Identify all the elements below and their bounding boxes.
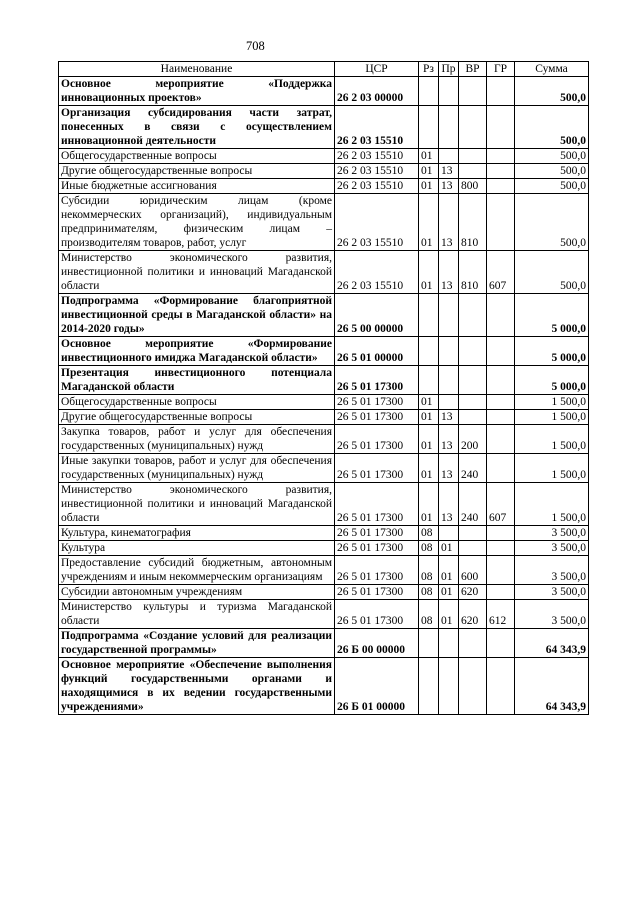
cell-sum: 5 000,0 bbox=[515, 337, 589, 366]
table-row bbox=[59, 251, 589, 294]
cell-csr: 26 2 03 15510 bbox=[335, 251, 419, 294]
cell-gr: 612 bbox=[487, 600, 515, 629]
table-row bbox=[59, 483, 589, 526]
cell-csr: 26 Б 01 00000 bbox=[335, 658, 419, 715]
cell-vr bbox=[459, 526, 487, 541]
cell-csr: 26 5 01 17300 bbox=[335, 483, 419, 526]
table-row bbox=[59, 526, 589, 541]
table-row bbox=[59, 164, 589, 179]
table-row bbox=[59, 194, 589, 251]
cell-gr bbox=[487, 164, 515, 179]
budget-table bbox=[58, 61, 589, 715]
table-row bbox=[59, 629, 589, 658]
table-row bbox=[59, 600, 589, 629]
cell-rz: 01 bbox=[419, 251, 439, 294]
table-row bbox=[59, 106, 589, 149]
cell-pr: 01 bbox=[439, 541, 459, 556]
cell-vr bbox=[459, 658, 487, 715]
cell-csr: 26 2 03 15510 bbox=[335, 106, 419, 149]
cell-sum: 500,0 bbox=[515, 251, 589, 294]
cell-csr: 26 5 01 17300 bbox=[335, 556, 419, 585]
cell-rz: 01 bbox=[419, 454, 439, 483]
cell-vr bbox=[459, 410, 487, 425]
cell-gr bbox=[487, 337, 515, 366]
header-sum: Сумма bbox=[515, 62, 589, 77]
cell-csr: 26 5 01 17300 bbox=[335, 526, 419, 541]
cell-sum: 64 343,9 bbox=[515, 629, 589, 658]
cell-pr: 13 bbox=[439, 483, 459, 526]
cell-vr bbox=[459, 294, 487, 337]
cell-sum: 1 500,0 bbox=[515, 483, 589, 526]
cell-sum: 3 500,0 bbox=[515, 600, 589, 629]
cell-name: Субсидии юридическим лицам (кроме некоммерческих организаций), индивидуальным предпринимателям, физическим лицам – производителям товаров, работ, услуг bbox=[59, 194, 335, 251]
header-name: Наименование bbox=[59, 62, 335, 77]
cell-vr: 620 bbox=[459, 585, 487, 600]
cell-rz: 01 bbox=[419, 164, 439, 179]
cell-rz: 01 bbox=[419, 483, 439, 526]
cell-rz bbox=[419, 106, 439, 149]
cell-sum: 500,0 bbox=[515, 164, 589, 179]
cell-rz: 01 bbox=[419, 179, 439, 194]
header-gr: ГР bbox=[487, 62, 515, 77]
cell-vr bbox=[459, 149, 487, 164]
cell-rz: 08 bbox=[419, 526, 439, 541]
table-row bbox=[59, 337, 589, 366]
cell-csr: 26 5 01 00000 bbox=[335, 337, 419, 366]
table-row bbox=[59, 658, 589, 715]
cell-vr bbox=[459, 106, 487, 149]
cell-pr bbox=[439, 395, 459, 410]
cell-rz bbox=[419, 658, 439, 715]
cell-pr bbox=[439, 77, 459, 106]
header-csr: ЦСР bbox=[335, 62, 419, 77]
cell-csr: 26 5 01 17300 bbox=[335, 585, 419, 600]
cell-name: Другие общегосударственные вопросы bbox=[59, 410, 335, 425]
cell-pr bbox=[439, 149, 459, 164]
cell-vr bbox=[459, 541, 487, 556]
cell-pr: 13 bbox=[439, 194, 459, 251]
cell-name: Культура bbox=[59, 541, 335, 556]
table-row bbox=[59, 366, 589, 395]
cell-pr bbox=[439, 337, 459, 366]
cell-name: Культура, кинематография bbox=[59, 526, 335, 541]
cell-name: Основное мероприятие «Формирование инвестиционного имиджа Магаданской области» bbox=[59, 337, 335, 366]
table-row bbox=[59, 425, 589, 454]
cell-name: Министерство экономического развития, инвестиционной политики и инноваций Магаданской области bbox=[59, 483, 335, 526]
cell-gr bbox=[487, 179, 515, 194]
cell-pr: 13 bbox=[439, 164, 459, 179]
header-pr: Пр bbox=[439, 62, 459, 77]
cell-pr: 13 bbox=[439, 251, 459, 294]
cell-gr bbox=[487, 585, 515, 600]
cell-rz: 08 bbox=[419, 556, 439, 585]
cell-name: Подпрограмма «Создание условий для реализации государственной программы» bbox=[59, 629, 335, 658]
cell-csr: 26 5 01 17300 bbox=[335, 425, 419, 454]
cell-vr: 240 bbox=[459, 454, 487, 483]
header-vr: ВР bbox=[459, 62, 487, 77]
cell-name: Основное мероприятие «Обеспечение выполнения функций государственными органами и находящимися в их ведении государственными учреждениями» bbox=[59, 658, 335, 715]
cell-rz: 01 bbox=[419, 395, 439, 410]
cell-vr bbox=[459, 629, 487, 658]
table-header-row bbox=[59, 62, 589, 77]
cell-gr bbox=[487, 454, 515, 483]
cell-gr bbox=[487, 410, 515, 425]
cell-sum: 1 500,0 bbox=[515, 395, 589, 410]
table-row bbox=[59, 149, 589, 164]
cell-name: Общегосударственные вопросы bbox=[59, 149, 335, 164]
cell-name: Закупка товаров, работ и услуг для обеспечения государственных (муниципальных) нужд bbox=[59, 425, 335, 454]
cell-rz bbox=[419, 77, 439, 106]
cell-vr bbox=[459, 366, 487, 395]
cell-name: Министерство культуры и туризма Магаданской области bbox=[59, 600, 335, 629]
cell-csr: 26 5 01 17300 bbox=[335, 410, 419, 425]
cell-gr: 607 bbox=[487, 251, 515, 294]
cell-gr bbox=[487, 541, 515, 556]
cell-csr: 26 5 01 17300 bbox=[335, 541, 419, 556]
cell-rz: 01 bbox=[419, 425, 439, 454]
cell-csr: 26 2 03 15510 bbox=[335, 179, 419, 194]
cell-gr bbox=[487, 395, 515, 410]
cell-name: Другие общегосударственные вопросы bbox=[59, 164, 335, 179]
cell-name: Организация субсидирования части затрат, понесенных в связи с осуществлением инновационной деятельности bbox=[59, 106, 335, 149]
cell-sum: 500,0 bbox=[515, 149, 589, 164]
cell-rz bbox=[419, 294, 439, 337]
cell-gr bbox=[487, 658, 515, 715]
cell-rz: 08 bbox=[419, 585, 439, 600]
table-row bbox=[59, 179, 589, 194]
cell-vr: 800 bbox=[459, 179, 487, 194]
table-row bbox=[59, 77, 589, 106]
cell-pr bbox=[439, 629, 459, 658]
cell-sum: 3 500,0 bbox=[515, 526, 589, 541]
cell-pr bbox=[439, 366, 459, 395]
cell-rz bbox=[419, 337, 439, 366]
cell-sum: 3 500,0 bbox=[515, 541, 589, 556]
cell-vr: 240 bbox=[459, 483, 487, 526]
cell-gr bbox=[487, 425, 515, 454]
cell-vr bbox=[459, 164, 487, 179]
cell-sum: 1 500,0 bbox=[515, 425, 589, 454]
cell-gr bbox=[487, 77, 515, 106]
cell-pr: 13 bbox=[439, 410, 459, 425]
cell-name: Иные закупки товаров, работ и услуг для обеспечения государственных (муниципальных) нужд bbox=[59, 454, 335, 483]
cell-csr: 26 5 00 00000 bbox=[335, 294, 419, 337]
cell-sum: 1 500,0 bbox=[515, 410, 589, 425]
cell-rz bbox=[419, 366, 439, 395]
cell-vr: 600 bbox=[459, 556, 487, 585]
cell-csr: 26 Б 00 00000 bbox=[335, 629, 419, 658]
table-row bbox=[59, 395, 589, 410]
cell-name: Предоставление субсидий бюджетным, автономным учреждениям и иным некоммерческим организациям bbox=[59, 556, 335, 585]
cell-gr bbox=[487, 629, 515, 658]
cell-vr: 620 bbox=[459, 600, 487, 629]
cell-vr: 810 bbox=[459, 251, 487, 294]
cell-gr bbox=[487, 366, 515, 395]
cell-pr: 13 bbox=[439, 454, 459, 483]
cell-csr: 26 2 03 15510 bbox=[335, 194, 419, 251]
cell-gr bbox=[487, 106, 515, 149]
table-body bbox=[59, 77, 589, 715]
cell-vr bbox=[459, 337, 487, 366]
cell-rz: 08 bbox=[419, 541, 439, 556]
cell-csr: 26 5 01 17300 bbox=[335, 395, 419, 410]
cell-csr: 26 5 01 17300 bbox=[335, 454, 419, 483]
cell-rz: 01 bbox=[419, 410, 439, 425]
cell-sum: 500,0 bbox=[515, 106, 589, 149]
cell-vr: 200 bbox=[459, 425, 487, 454]
cell-csr: 26 2 03 15510 bbox=[335, 149, 419, 164]
cell-gr bbox=[487, 526, 515, 541]
cell-name: Презентация инвестиционного потенциала Магаданской области bbox=[59, 366, 335, 395]
table-row bbox=[59, 454, 589, 483]
cell-name: Субсидии автономным учреждениям bbox=[59, 585, 335, 600]
header-rz: Рз bbox=[419, 62, 439, 77]
cell-pr bbox=[439, 294, 459, 337]
cell-pr: 13 bbox=[439, 425, 459, 454]
cell-pr: 13 bbox=[439, 179, 459, 194]
cell-sum: 3 500,0 bbox=[515, 585, 589, 600]
cell-rz: 01 bbox=[419, 194, 439, 251]
cell-name: Министерство экономического развития, инвестиционной политики и инноваций Магаданской области bbox=[59, 251, 335, 294]
cell-pr: 01 bbox=[439, 585, 459, 600]
cell-sum: 5 000,0 bbox=[515, 294, 589, 337]
cell-csr: 26 2 03 15510 bbox=[335, 164, 419, 179]
cell-vr bbox=[459, 77, 487, 106]
cell-pr bbox=[439, 658, 459, 715]
cell-rz: 08 bbox=[419, 600, 439, 629]
cell-sum: 5 000,0 bbox=[515, 366, 589, 395]
table-row bbox=[59, 585, 589, 600]
cell-vr bbox=[459, 395, 487, 410]
cell-rz: 01 bbox=[419, 149, 439, 164]
cell-pr: 01 bbox=[439, 600, 459, 629]
table-row bbox=[59, 294, 589, 337]
cell-name: Подпрограмма «Формирование благоприятной инвестиционной среды в Магаданской области» на 2014-2020 годы» bbox=[59, 294, 335, 337]
cell-name: Общегосударственные вопросы bbox=[59, 395, 335, 410]
page-number: 708 bbox=[246, 39, 265, 53]
cell-rz bbox=[419, 629, 439, 658]
cell-pr bbox=[439, 526, 459, 541]
cell-csr: 26 5 01 17300 bbox=[335, 366, 419, 395]
cell-gr: 607 bbox=[487, 483, 515, 526]
table-row bbox=[59, 410, 589, 425]
cell-vr: 810 bbox=[459, 194, 487, 251]
cell-gr bbox=[487, 194, 515, 251]
cell-gr bbox=[487, 294, 515, 337]
cell-pr bbox=[439, 106, 459, 149]
cell-sum: 500,0 bbox=[515, 179, 589, 194]
cell-sum: 500,0 bbox=[515, 77, 589, 106]
cell-pr: 01 bbox=[439, 556, 459, 585]
cell-name: Иные бюджетные ассигнования bbox=[59, 179, 335, 194]
table-row bbox=[59, 541, 589, 556]
cell-csr: 26 2 03 00000 bbox=[335, 77, 419, 106]
cell-sum: 64 343,9 bbox=[515, 658, 589, 715]
cell-sum: 500,0 bbox=[515, 194, 589, 251]
cell-sum: 3 500,0 bbox=[515, 556, 589, 585]
cell-gr bbox=[487, 556, 515, 585]
cell-csr: 26 5 01 17300 bbox=[335, 600, 419, 629]
cell-name: Основное мероприятие «Поддержка инновационных проектов» bbox=[59, 77, 335, 106]
table-row bbox=[59, 556, 589, 585]
cell-sum: 1 500,0 bbox=[515, 454, 589, 483]
cell-gr bbox=[487, 149, 515, 164]
